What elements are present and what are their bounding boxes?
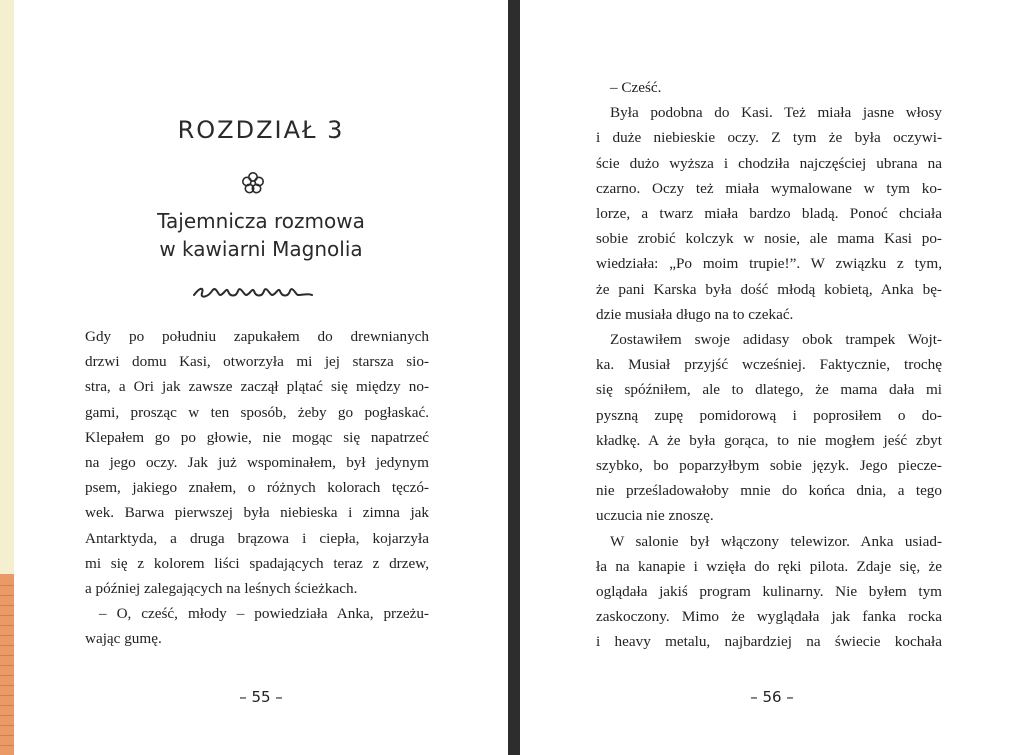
text-line: stra, a Ori jak zawsze zaczął plątać się między no- <box>85 378 429 396</box>
text-line: i duże niebieskie oczy. Z tym że była oczywi- <box>596 129 942 147</box>
text-line: ła na kanapie i wzięła do ręki pilota. Zdaje się, że <box>596 557 942 575</box>
text-line: i heavy metalu, najbardziej na świecie kochała <box>596 633 942 651</box>
flower-icon <box>240 170 266 196</box>
text-line: Gdy po południu zapukałem do drewnianych <box>85 328 429 345</box>
right-page-text <box>596 75 942 655</box>
left-page <box>14 0 508 755</box>
page-number: – 56 – <box>750 688 794 706</box>
text-line: Antarktyda, a druga brązowa i ciepła, kojarzyła <box>85 529 429 547</box>
text-line: psem, jakiego znałem, o różnych kolorach tęczó- <box>85 479 429 497</box>
chapter-label: ROZDZIAŁ 3 <box>177 116 345 144</box>
text-line: się spóźniłem, ale to dlatego, że mama dała mi <box>596 381 942 399</box>
text-line: – O, cześć, młody – powiedziała Anka, przeżu- <box>99 605 429 623</box>
paragraph <box>596 75 942 100</box>
background-edge <box>0 0 14 755</box>
text-line: uczucia nie znoszę. <box>596 507 714 525</box>
text-line: Klepałem go po głowie, nie mogąc się napatrzeć <box>85 428 429 446</box>
text-line: lorze, a twarz miała bardzo bladą. Ponoć chciała <box>596 205 942 223</box>
text-line: sobie zrobić kolczyk w nosie, ale mama Kasi po- <box>596 230 942 248</box>
text-line: oglądała jakiś program kulinarny. Nie byłem tym <box>596 583 942 601</box>
text-line: gami, prosząc w ten sposób, żeby go pogłaskać. <box>85 403 429 421</box>
text-line: drzwi domu Kasi, otworzyła mi jej starsza sio- <box>85 353 429 371</box>
chapter-title-line: w kawiarni Magnolia <box>159 237 363 261</box>
left-page-text <box>85 324 429 652</box>
text-line: że pani Karska była dość młodą kobietą, Anka bę- <box>596 280 942 298</box>
paragraph <box>596 529 942 655</box>
text-line: szybko, bo poparzyłbym sobie język. Jego piecze- <box>596 457 942 475</box>
text-line: – Cześć. <box>610 79 662 96</box>
text-line: dzie musiała długo na to czekać. <box>596 305 794 323</box>
chapter-title <box>14 207 508 263</box>
text-line: wiedziała: „Po moim trupie!”. W związku z tym, <box>596 255 942 273</box>
text-line: kładkę. A że była gorąca, to nie mogłem jeść zbyt <box>596 431 942 449</box>
text-line: wając gumę. <box>85 630 162 648</box>
right-page <box>520 0 1024 755</box>
text-line: ka. Musiał przyjść wcześniej. Faktycznie, trochę <box>596 356 942 374</box>
text-line: Zostawiłem swoje adidasy obok trampek Wojt- <box>610 331 942 349</box>
chapter-title-line: Tajemnicza rozmowa <box>157 209 365 233</box>
text-line: wek. Barwa pierwszej była niebieska i zimna jak <box>85 504 429 522</box>
book-gutter <box>508 0 520 755</box>
text-line: ście dużo wyższa i chodziła najczęściej ubrana na <box>596 154 942 172</box>
text-line: mi się z kolorem liści spadających teraz z drzew, <box>85 554 429 572</box>
paragraph <box>85 324 429 601</box>
paragraph <box>596 327 942 529</box>
text-line: na jego oczy. Jak już wspominałem, był jedynym <box>85 454 429 472</box>
text-line: nie prześladowałoby mnie do końca dnia, a tego <box>596 482 942 500</box>
page-number: – 55 – <box>239 688 283 706</box>
squiggle-ornament <box>190 283 316 303</box>
text-line: czarno. Oczy też miała wymalowane w tym ko- <box>596 179 942 197</box>
text-line: Była podobna do Kasi. Też miała jasne włosy <box>610 104 942 122</box>
text-line: W salonie był włączony telewizor. Anka usiad- <box>610 532 942 550</box>
text-line: pyszną zupę pomidorową i poprosiłem o do- <box>596 406 942 424</box>
text-line: a później zalegających na leśnych ścieżkach. <box>85 580 358 598</box>
paragraph <box>85 601 429 651</box>
paragraph <box>596 100 942 327</box>
text-line: zaskoczony. Mimo że wyglądała jak fanka rocka <box>596 608 942 626</box>
